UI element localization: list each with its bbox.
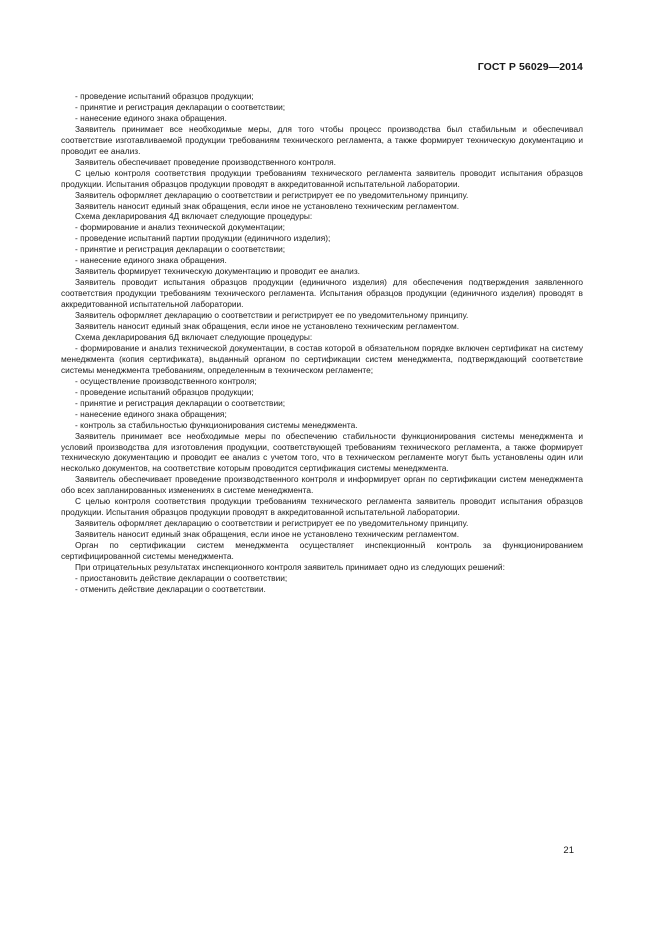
paragraph: Заявитель оформляет декларацию о соответствии и регистрирует ее по уведомительному принципу. bbox=[75, 189, 469, 200]
paragraph: Заявитель принимает все необходимые меры, для того чтобы процесс производства был стабильным и обеспечивал соответствие изготавливаемой продукции требованиям технического регламента, а также формирует техническую документацию и проводит ее анализ. bbox=[61, 123, 583, 156]
list-item: - нанесение единого знака обращения. bbox=[75, 255, 227, 266]
list-item: - принятие и регистрация декларации о соответствии; bbox=[75, 101, 286, 112]
list-item: - проведение испытаний партии продукции (единичного изделия); bbox=[75, 233, 331, 244]
list-item: - проведение испытаний образцов продукции; bbox=[75, 386, 254, 397]
paragraph: Заявитель наносит единый знак обращения, если иное не установлено техническим регламентом. bbox=[75, 200, 460, 211]
paragraph: Заявитель наносит единый знак обращения, если иное не установлено техническим регламентом. bbox=[75, 321, 460, 332]
list-item: - принятие и регистрация декларации о соответствии; bbox=[75, 397, 286, 408]
paragraph: Заявитель обеспечивает проведение производственного контроля и информирует орган по сертификации систем менеджмента обо всех запланированных изменениях в системе менеджмента. bbox=[61, 474, 583, 496]
list-item: - формирование и анализ технической документации, в состав которой в обязательном порядке включен сертификат на систему менеджмента (копия сертификата), выданный органом по сертификации систем менеджмента, подтверждающий соответствие системы менеджмента требованиям, определенным в техническом регламенте; bbox=[61, 342, 583, 375]
list-item: - принятие и регистрация декларации о соответствии; bbox=[75, 244, 286, 255]
paragraph: Заявитель проводит испытания образцов продукции (единичного изделия) для обеспечения подтверждения заявленного соответствия продукции требованиям технического регламента. Испытания образцов продукции (единичного изделия) проводят в аккредитованной испытательной лаборатории. bbox=[61, 277, 583, 310]
list-item: - проведение испытаний образцов продукции; bbox=[75, 91, 254, 101]
list-item: - нанесение единого знака обращения. bbox=[75, 112, 227, 123]
paragraph: Заявитель наносит единый знак обращения, если иное не установлено техническим регламентом. bbox=[75, 529, 460, 540]
list-item: - формирование и анализ технической документации; bbox=[75, 222, 285, 233]
paragraph: Заявитель оформляет декларацию о соответствии и регистрирует ее по уведомительному принципу. bbox=[75, 518, 469, 529]
paragraph: С целью контроля соответствия продукции требованиям технического регламента заявитель проводит испытания образцов продукции. Испытания образцов продукции проводят в аккредитованной испытательной лаборатории. bbox=[61, 167, 583, 189]
paragraph: Схема декларирования 6Д включает следующие процедуры: bbox=[75, 331, 313, 342]
paragraph: Заявитель обеспечивает проведение производственного контроля. bbox=[75, 156, 336, 167]
document-header: ГОСТ Р 56029—2014 bbox=[477, 61, 583, 73]
paragraph: Заявитель принимает все необходимые меры по обеспечению стабильности функционирования системы менеджмента и условий производства для изготовления продукции, соответствующей требованиям технического регламента, а также формирует техническую документацию и проводит ее анализ с учетом того, что в техническом регламенте могут быть установлены один или несколько документов, на соответствие которым проводится сертификация системы менеджмента. bbox=[61, 430, 583, 474]
paragraph: Схема декларирования 4Д включает следующие процедуры: bbox=[75, 211, 313, 222]
document-body bbox=[61, 91, 583, 595]
paragraph: При отрицательных результатах инспекционного контроля заявитель принимает одно из следующих решений: bbox=[75, 561, 505, 572]
page-number: 21 bbox=[563, 845, 574, 856]
paragraph: Орган по сертификации систем менеджмента осуществляет инспекционный контроль за функционированием сертифицированной системы менеджмента. bbox=[61, 540, 583, 562]
list-item: - приостановить действие декларации о соответствии; bbox=[75, 572, 288, 583]
list-item: - осуществление производственного контроля; bbox=[75, 375, 257, 386]
list-item: - нанесение единого знака обращения; bbox=[75, 408, 227, 419]
paragraph: С целью контроля соответствия продукции требованиям технического регламента заявитель проводит испытания образцов продукции. Испытания образцов продукции проводят в аккредитованной испытательной лаборатории. bbox=[61, 496, 583, 518]
list-item: - контроль за стабильностью функционирования системы менеджмента. bbox=[75, 419, 358, 430]
paragraph: Заявитель формирует техническую документацию и проводит ее анализ. bbox=[75, 266, 360, 277]
paragraph: Заявитель оформляет декларацию о соответствии и регистрирует ее по уведомительному принципу. bbox=[75, 310, 469, 321]
list-item: - отменить действие декларации о соответствии. bbox=[75, 583, 266, 594]
